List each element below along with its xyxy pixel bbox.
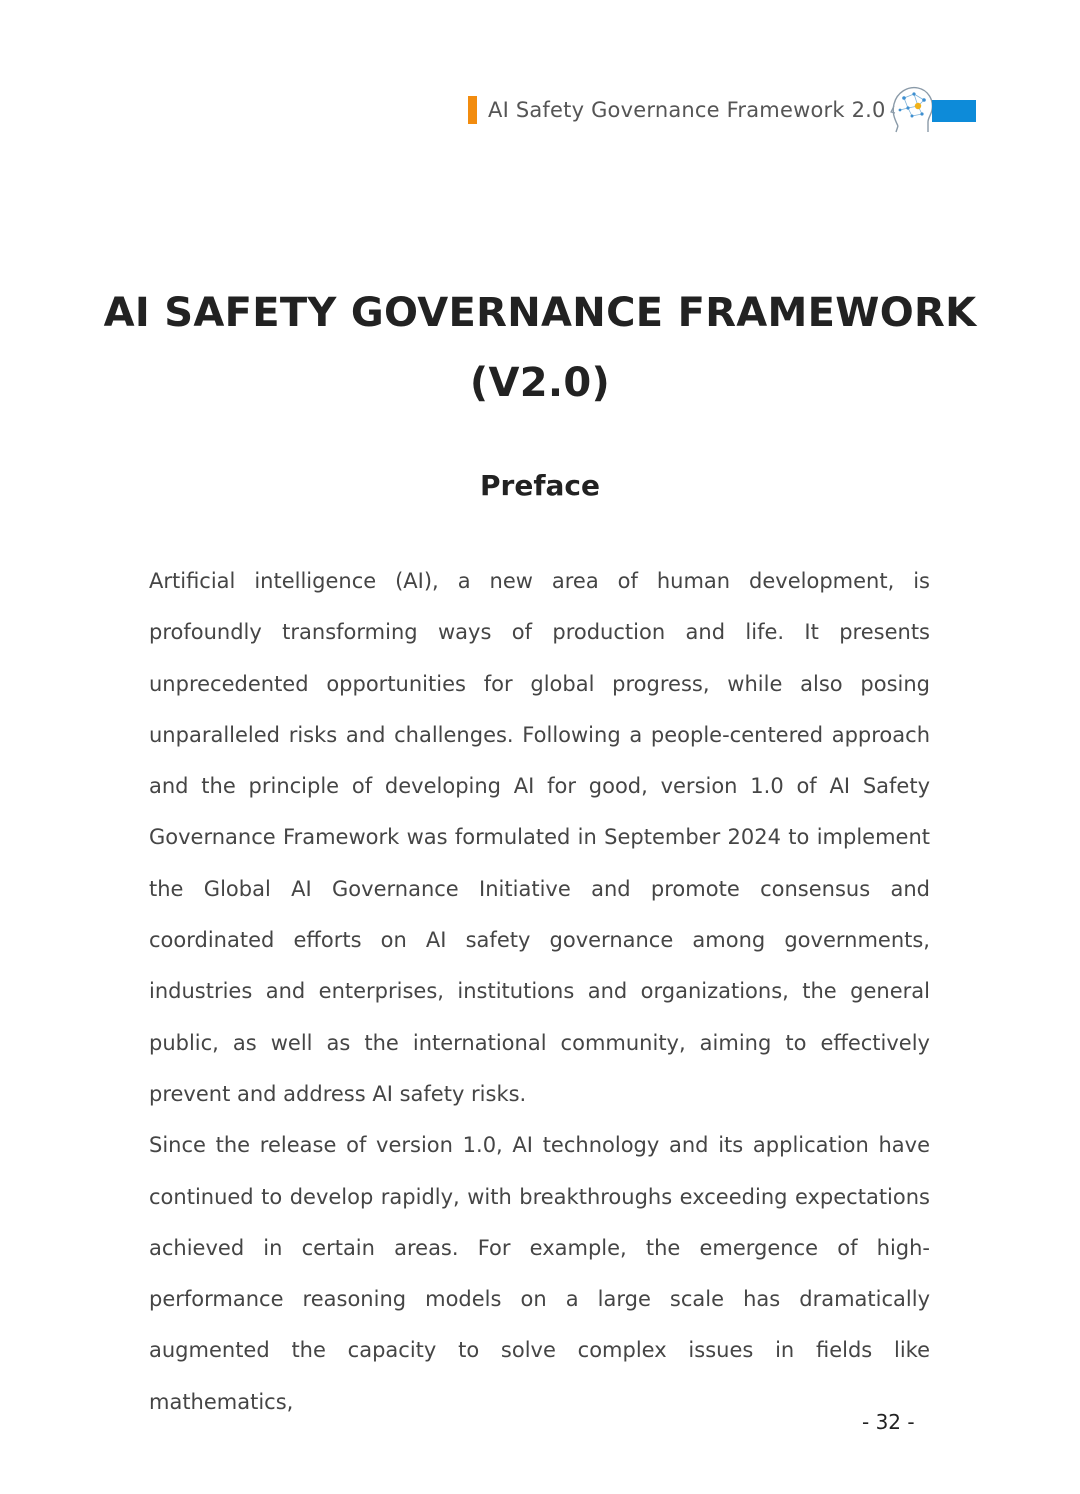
paragraph: Since the release of version 1.0, AI technology and its application have continued to develop rapidly, with breakthroughs exceeding expectations achieved in certain areas. For example, the emergence of high-performance reasoning models on a large scale has dramatically augmented the capacity to solve complex issues in fields like mathematics, <box>149 1133 930 1414</box>
body-text <box>149 556 930 1428</box>
header-accent-bar <box>468 96 477 124</box>
paragraph: Artificial intelligence (AI), a new area of human development, is profoundly transforming ways of production and life. It presents unprecedented opportunities for global progress, while also posing unparalleled risks and challenges. Following a people-centered approach and the principle of developing AI for good, version 1.0 of AI Safety Governance Framework was formulated in September 2024 to implement the Global AI Governance Initiative and promote consensus and coordinated efforts on AI safety governance among governments, industries and enterprises, institutions and organizations, the general public, as well as the international community, aiming to effectively prevent and address AI safety risks. <box>149 569 930 1106</box>
document-title <box>100 278 980 418</box>
page-number: - 32 - <box>862 1410 915 1434</box>
header-title: AI Safety Governance Framework 2.0 <box>488 98 886 122</box>
document-title-line-1: AI SAFETY GOVERNANCE FRAMEWORK <box>103 290 977 336</box>
document-title-line-2: (V2.0) <box>469 360 611 406</box>
section-heading: Preface <box>480 469 600 502</box>
header-color-block <box>932 100 976 122</box>
brain-network-icon <box>890 82 936 134</box>
running-header <box>468 86 936 134</box>
